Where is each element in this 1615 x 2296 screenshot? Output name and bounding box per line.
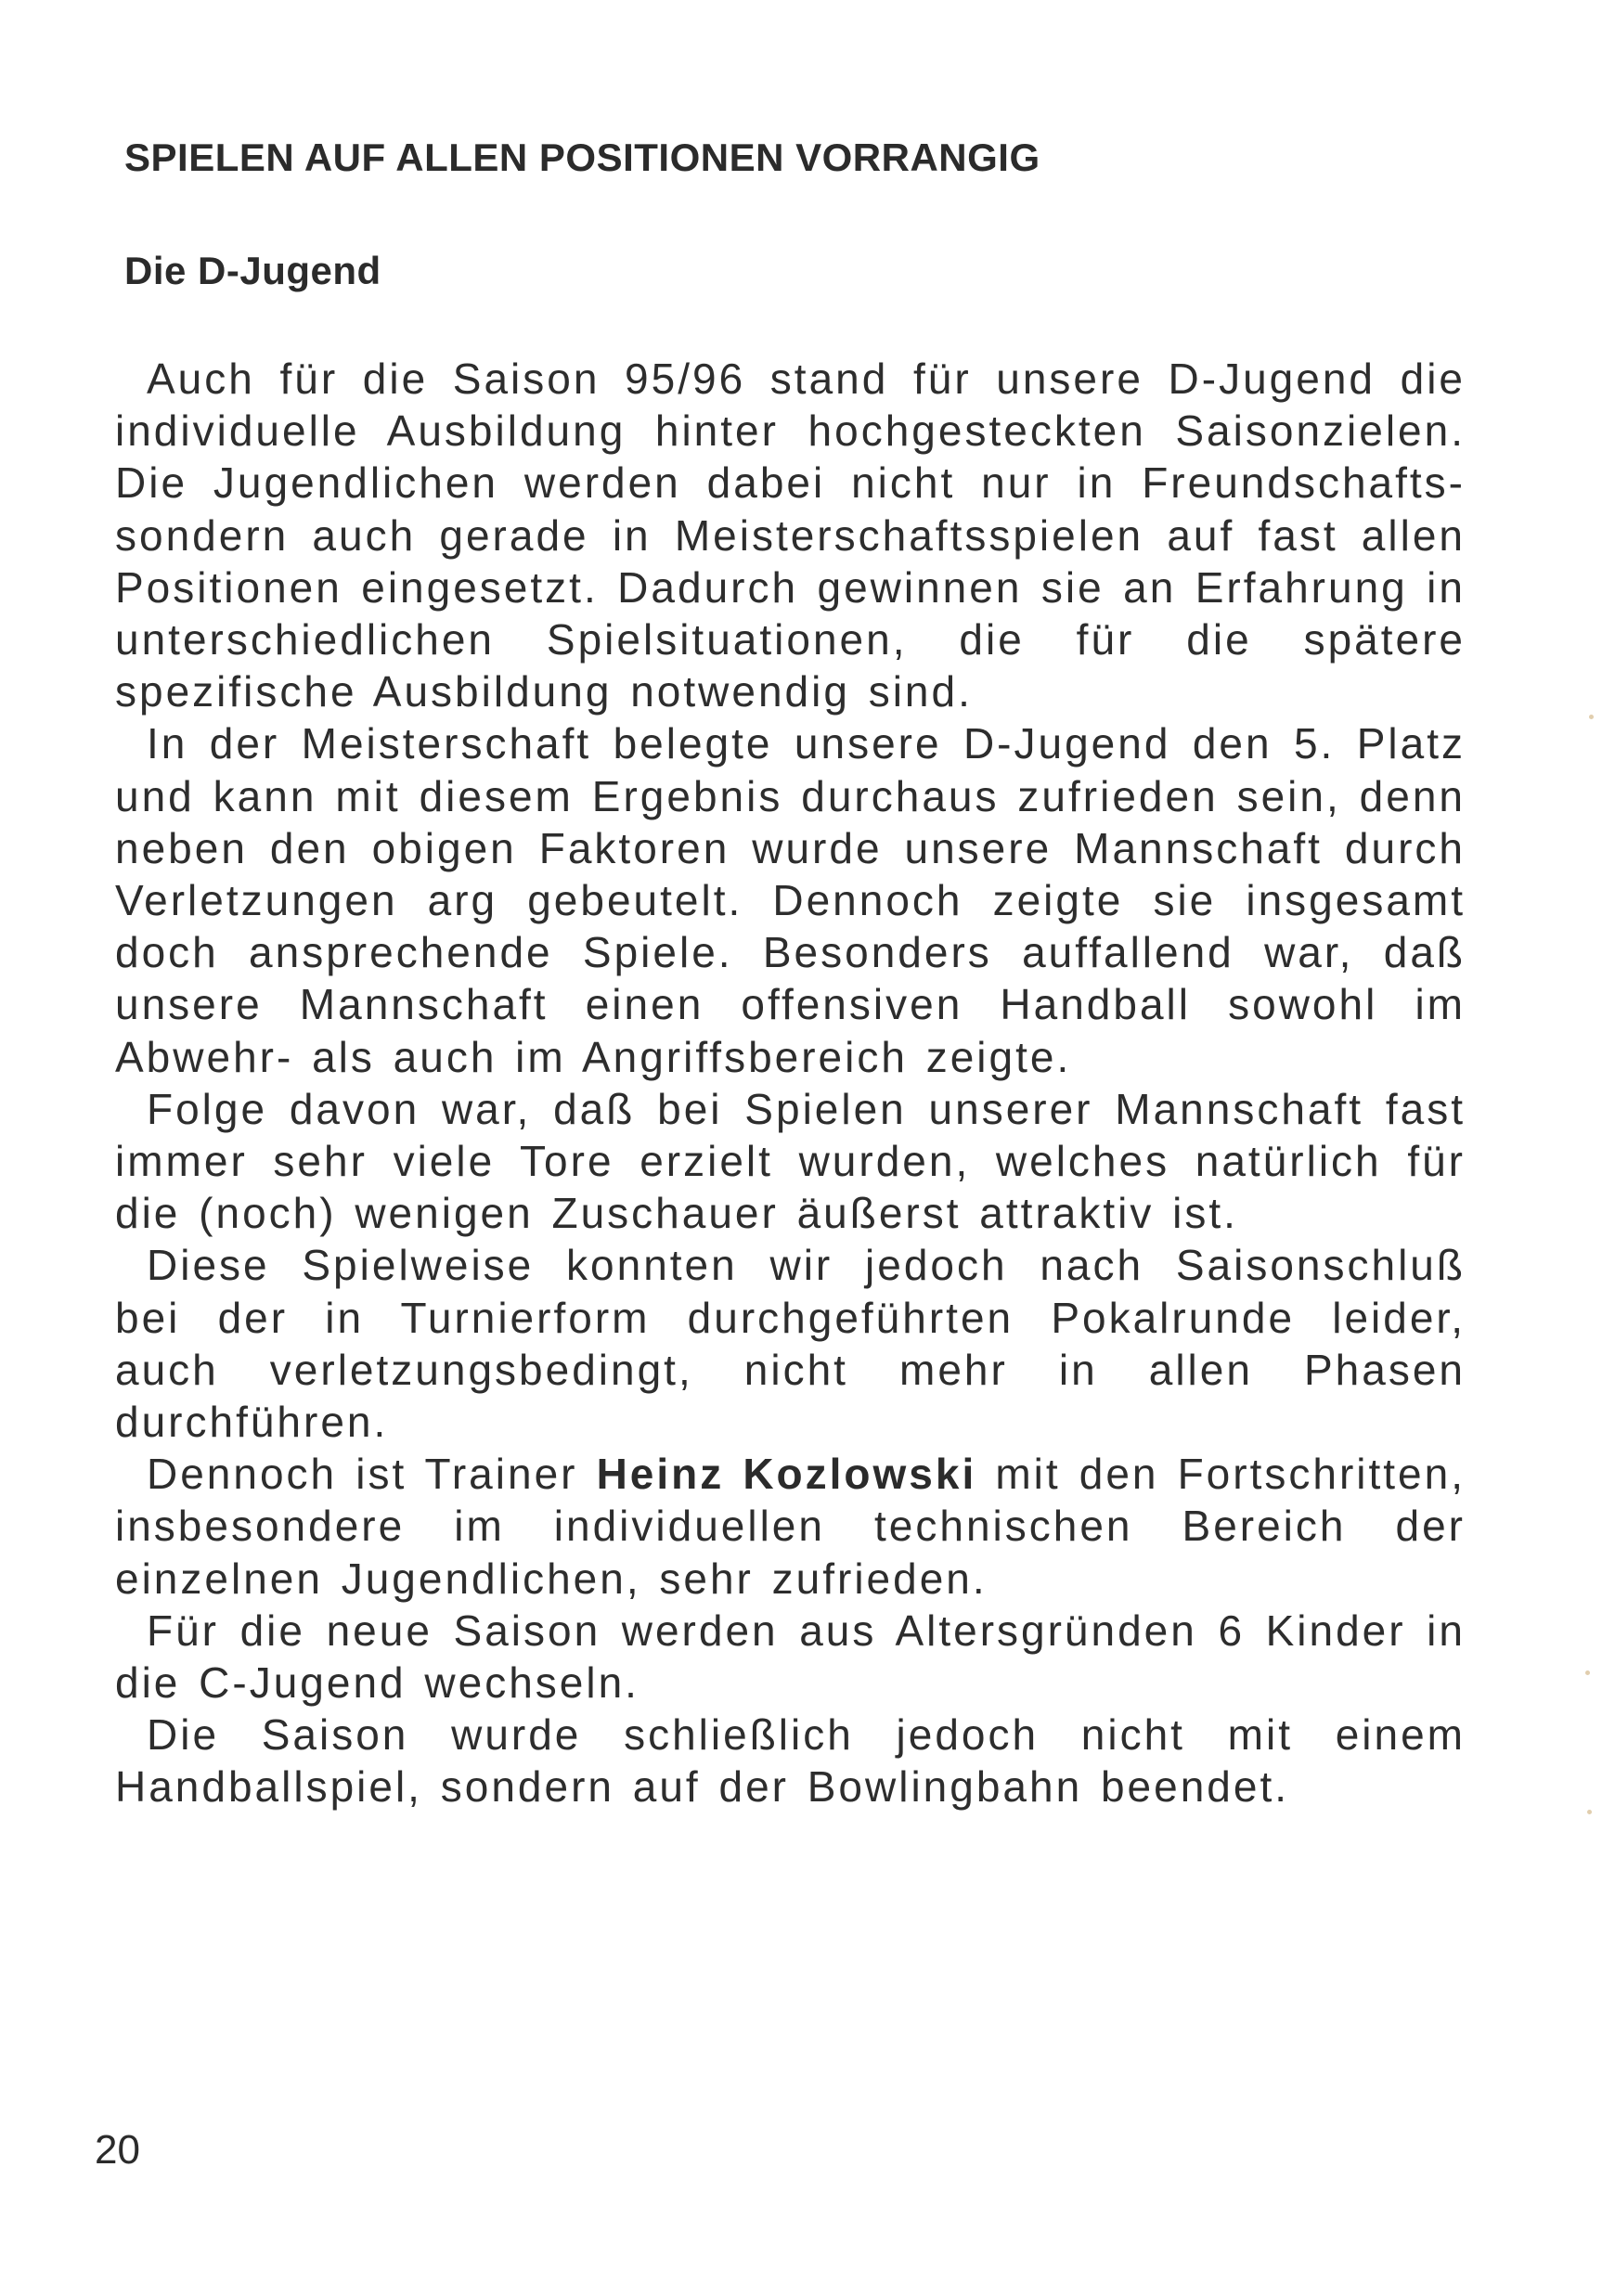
paragraph: Die Saison wurde schließlich jedoch nicht mit einem Handballspiel, sondern auf der Bowlingbahn beendet.	[115, 1710, 1466, 1812]
paragraph: In der Meisterschaft belegte unsere D-Jugend den 5. Platz und kann mit diesem Ergebnis durchaus zufrieden sein, denn neben den obigen Faktoren wurde unsere Mannschaft durch Verletzungen arg gebeutelt. Dennoch zeigte sie insgesamt doch ansprechende Spiele. Besonders auffallend war, daß unsere Mannschaft einen offensiven Handball sowohl im Abwehr- als auch im Angriffsbereich zeigte.	[115, 719, 1466, 1081]
section-heading: Die D-Jugend	[124, 249, 381, 292]
paper-speck	[1587, 1810, 1592, 1814]
paper-speck	[1589, 715, 1594, 719]
paragraph: Diese Spielweise konnten wir jedoch nach Saisonschluß bei der in Turnierform durchgeführten Pokalrunde leider, auch verletzungsbedingt, nicht mehr in allen Phasen durchführen.	[115, 1241, 1466, 1447]
trainer-name: Heinz Kozlowski	[596, 1450, 977, 1499]
page-headline: SPIELEN AUF ALLEN POSITIONEN VORRANGIG	[124, 135, 1040, 179]
page-number: 20	[95, 2127, 140, 2173]
paragraph-text: Dennoch ist Trainer	[147, 1450, 597, 1499]
article-body	[115, 353, 1466, 1813]
paragraph: Folge davon war, daß bei Spielen unserer Mannschaft fast immer sehr viele Tore erzielt wurden, welches natürlich für die (noch) wenigen Zuschauer äußerst attraktiv ist.	[115, 1084, 1466, 1238]
paragraph: Auch für die Saison 95/96 stand für unsere D-Jugend die individuelle Ausbildung hinter hochgesteckten Saisonzielen. Die Jugendlichen werden dabei nicht nur in Freundschafts- sondern auch gerade in Meisterschaftsspielen auf fast allen Positionen eingesetzt. Dadurch gewinnen sie an Erfahrung in unterschiedlichen Spielsituationen, die für die spätere spezifische Ausbildung notwendig sind.	[115, 355, 1466, 716]
paragraph: Für die neue Saison werden aus Altersgründen 6 Kinder in die C-Jugend wechseln.	[115, 1606, 1466, 1708]
paragraph-text: mit den Fortschritten, insbesondere im individuellen technischen Bereich der einzelnen Jugendlichen, sehr zufrieden.	[115, 1450, 1466, 1603]
paragraph	[115, 1448, 1466, 1605]
paper-speck	[1585, 1670, 1590, 1675]
